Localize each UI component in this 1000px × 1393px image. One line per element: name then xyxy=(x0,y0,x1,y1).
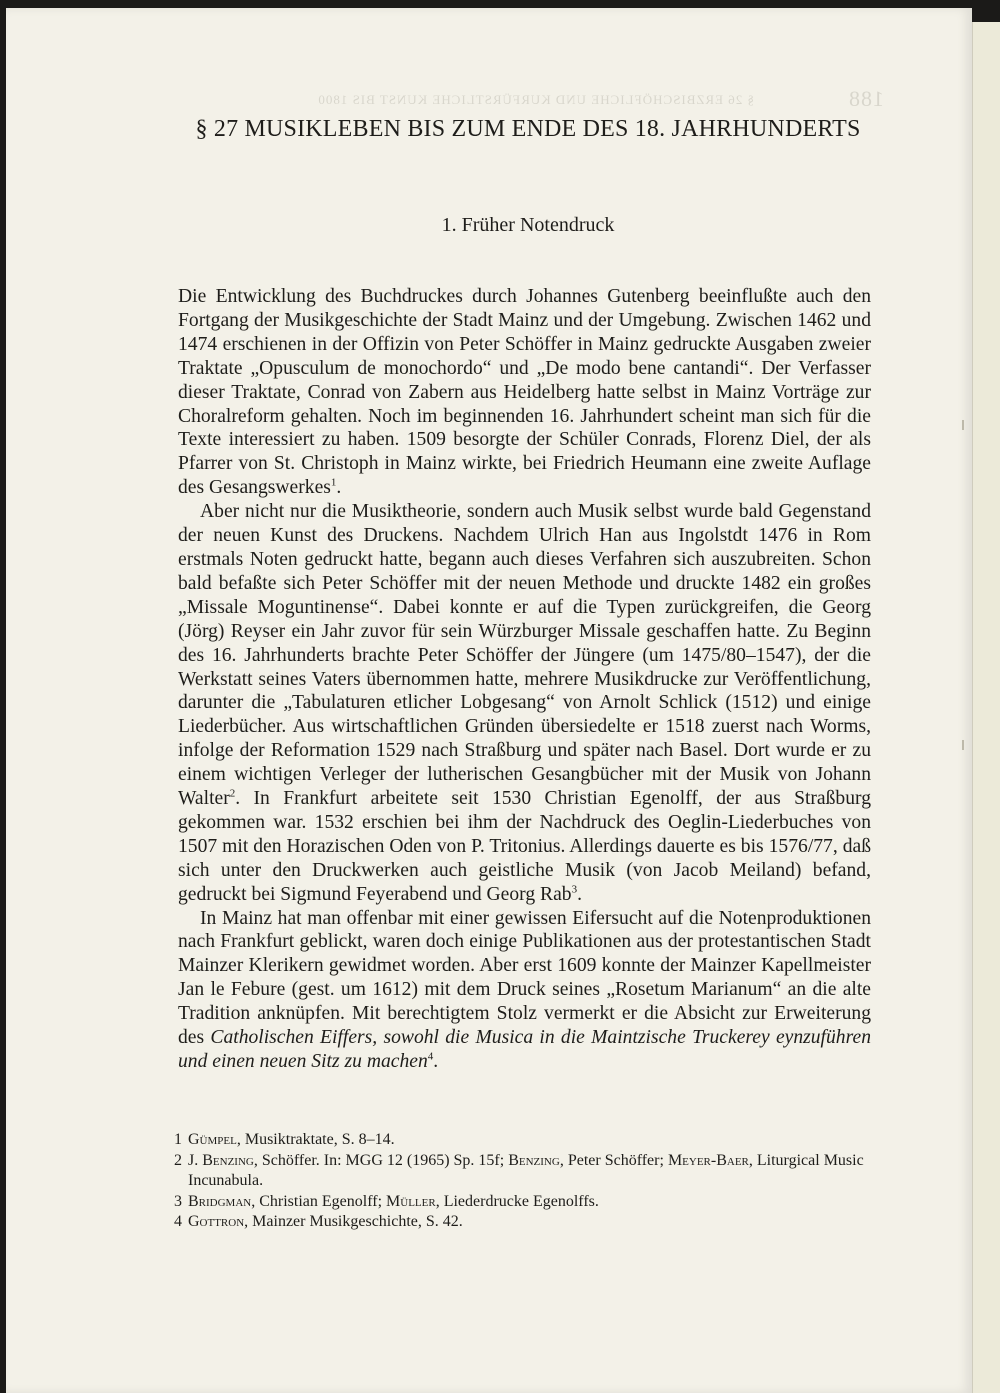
text-run: , Peter Schöffer; xyxy=(559,1151,668,1169)
subsection-heading: 1. Früher Notendruck xyxy=(441,214,615,236)
footnote-ref: 1 xyxy=(330,476,337,489)
footnote-number: 3 xyxy=(174,1192,182,1210)
paragraph xyxy=(178,907,871,1074)
footnote-number: 4 xyxy=(174,1213,182,1230)
text-run: , Mainzer Musikgeschichte, S. 42. xyxy=(244,1213,463,1230)
text-run: Die Entwicklung des Buchdruckes durch Johannes Gutenberg beeinflußte auch den Fortgang der Musikgeschichte der Stadt Mainz und der Umgebung. Zwischen 1462 und 1474 erschienen in der Offizin von Peter Schöffer in Mainz gedruckte Ausgaben zweier Traktate „Opusculum de monochordo“ und „De modo bene cantandi“. Der Verfasser dieser Traktate, Conrad von Zabern aus Heidelberg hatte selbst in Mainz Vorträge zur Choralreform gehalten. Noch im beginnenden 16. Jahrhundert scheint man sich für die Texte interessiert zu haben. 1509 besorgte der Schüler Conrads, Florenz Diel, der als Pfarrer von St. Christoph in Mainz wirkte, bei Friedrich Heumann eine zweite Auflage des Gesangswerkes xyxy=(178,286,871,499)
footnote xyxy=(174,1192,871,1213)
footnote-number: 2 xyxy=(174,1151,182,1169)
author-name: Benzing xyxy=(202,1151,254,1169)
text-run: , Christian Egenolff; xyxy=(251,1192,387,1210)
section-heading: § 27 MUSIKLEBEN BIS ZUM ENDE DES 18. JAHRHUNDERTS xyxy=(195,116,861,142)
text-run: , Liturgical Music Incunabula. xyxy=(188,1151,864,1189)
margin-mark xyxy=(962,740,964,750)
footnote-ref: 3 xyxy=(571,883,578,896)
margin-mark xyxy=(962,420,964,430)
author-name: Gümpel xyxy=(188,1131,237,1148)
text-run: Aber nicht nur die Musiktheorie, sondern auch Musik selbst wurde bald Gegenstand der neuen Kunst des Druckens. Nachdem Ulrich Han aus Ingolstdt 1476 in Rom erstmals Noten gedruckt hatte, begann auch dieses Verfahren sich auszubreiten. Schon bald befaßte sich Peter Schöffer mit der neuen Methode und druckte 1482 ein großes „Missale Moguntinense“. Dabei konnte er auf die Typen zurückgreifen, die Georg (Jörg) Reyser ein Jahr zuvor für sein Würzburger Missale geschaffen hatte. Zu Beginn des 16. Jahrhunderts brachte Peter Schöffer der Jüngere (um 1475/80–1547), der die Werkstatt seines Vaters übernommen hatte, mehrere Musikdrucke zur Veröffentlichung, darunter die „Tabulaturen etlicher Lobgesang“ von Arnolt Schlick (1512) und einige Liederbücher. Aus wirtschaftlichen Gründen übersiedelte er 1518 zuerst nach Worms, infolge der Reformation 1529 nach Straßburg und später nach Basel. Dort wurde er zu einem wichtigen Verleger der lutherischen Gesangbücher mit der Musik von Johann Walter xyxy=(178,501,871,810)
footnote-text xyxy=(188,1130,871,1151)
text-run: , Musiktraktate, S. 8–14. xyxy=(236,1131,395,1148)
footnote xyxy=(174,1151,871,1192)
footnote-text xyxy=(188,1212,871,1233)
author-name: Müller xyxy=(386,1192,436,1210)
text-run: . xyxy=(336,477,342,499)
text-run: J. xyxy=(188,1151,203,1169)
footnote xyxy=(174,1212,871,1233)
text-run: Catholischen Eiffers, sowohl die Musica in die Maintzische Truckerey eynzuführen und einen neuen Sitz zu machen xyxy=(178,1027,871,1072)
show-through-running-title: § 26 ERZBISCHÖFLICHE UND KURFÜRSTLICHE KUNST BIS 1800 xyxy=(317,92,754,107)
paragraph xyxy=(178,285,871,500)
footnote-ref: 2 xyxy=(229,787,236,800)
text-run: In Mainz hat man offenbar mit einer gewissen Eifersucht auf die Notenproduktionen nach Frankfurt geblickt, waren doch einige Publikationen aus der protestantischen Stadt Mainzer Klerikern gewidmet worden. Aber erst 1609 konnte der Mainzer Kapellmeister Jan le Febure (gest. um 1612) mit dem Druck seines „Rosetum Marianum“ an die alte Tradition anknüpfen. Mit berechtigtem Stolz vermerkt er die Absicht zur Erweiterung des xyxy=(178,907,871,1049)
show-through-page-number: 188 xyxy=(848,86,884,111)
author-name: Benzing xyxy=(508,1151,560,1169)
footnote-ref: 4 xyxy=(427,1050,434,1063)
text-run: , Liederdrucke Egenolffs. xyxy=(435,1192,599,1210)
footnote-text xyxy=(188,1151,871,1192)
text-run: . xyxy=(577,883,583,905)
text-run: , Schöffer. In: MGG 12 (1965) Sp. 15f; xyxy=(253,1151,509,1169)
footnotes xyxy=(174,1130,871,1233)
paragraph xyxy=(178,500,871,906)
text-run: . In Frankfurt arbeitete seit 1530 Christian Egenolff, der aus Straßburg gekommen war. 1532 erschien bei ihm der Nachdruck des Oeglin-Liederbuches von 1507 mit den Horazischen Oden von P. Tritonius. Allerdings dauerte es bis 1576/77, daß sich unter den Druckwerken auch geistliche Musik (von Jacob Meiland) befand, gedruckt bei Sigmund Feyerabend und Georg Rab xyxy=(178,788,871,905)
author-name: Gottron xyxy=(188,1213,245,1230)
footnote xyxy=(174,1130,871,1151)
body-text xyxy=(178,285,871,1074)
facing-page-edge xyxy=(972,22,1000,1393)
footnote-text xyxy=(188,1192,871,1213)
footnote-number: 1 xyxy=(174,1131,182,1148)
author-name: Meyer-Baer xyxy=(667,1151,749,1169)
author-name: Bridgman xyxy=(188,1192,252,1210)
text-run: . xyxy=(433,1051,439,1072)
